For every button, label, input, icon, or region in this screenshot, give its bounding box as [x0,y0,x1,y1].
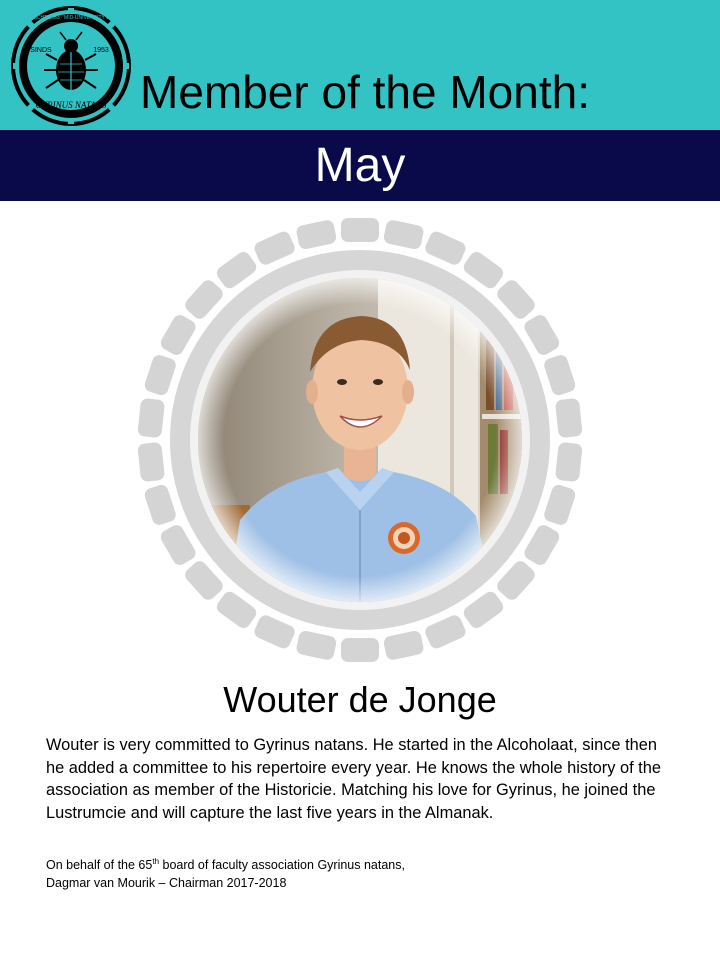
signature-line-1 [46,856,686,874]
logo-text-year-right: 1953 [93,47,109,54]
ring-dash [295,630,337,661]
signature-ordinal-suffix: th [152,857,160,866]
ring-dash [522,523,562,568]
ring-dash [542,483,577,527]
ring-dash [555,442,583,482]
ring-dash [158,313,198,358]
logo-text-year-left: SINDS [30,47,52,54]
month-band [0,130,720,201]
ring-dash [252,613,296,650]
signature-line-1-post: board of faculty association Gyrinus natans, [159,858,405,872]
month-label: May [314,139,406,192]
ring-dash [555,398,583,438]
member-name: Wouter de Jonge [223,679,497,720]
photo-frame [130,210,590,670]
ring-dash [423,229,467,266]
ring-dash [383,630,425,661]
signature-line-1-pre: On behalf of the 65 [46,858,153,872]
association-logo [8,4,134,128]
ring-dash [137,398,165,438]
ring-dash [143,483,178,527]
ring-dash [158,523,198,568]
member-bio: Wouter is very committed to Gyrinus natans. He started in the Alcoholaat, since then he added a committee to his repertoire every year. He knows the whole history of the association as member of the Historicie. Matching his love for Gyrinus, he joined the Lustrumcie and will capture the last five years in the Almanak. [46,736,661,822]
signature-block [46,856,686,892]
logo-text-top: OPGERICHT 1953 · MID-UNIVERSITY STUDIE [17,15,125,21]
ring-dash [341,218,379,242]
ring-dash [295,219,337,250]
logo-text-bottom: GYRINUS NATANS [35,100,107,110]
ring-dash [143,353,178,397]
ring-dash [423,613,467,650]
ring-dash [542,353,577,397]
page-title: Member of the Month: [140,66,590,118]
signature-line-2: Dagmar van Mourik – Chairman 2017-2018 [46,876,287,890]
ring-dash [252,229,296,266]
ring-dash [341,638,379,662]
ring-dash [383,219,425,250]
ring-dash [522,313,562,358]
header-band [0,0,720,130]
ring-dash [137,442,165,482]
